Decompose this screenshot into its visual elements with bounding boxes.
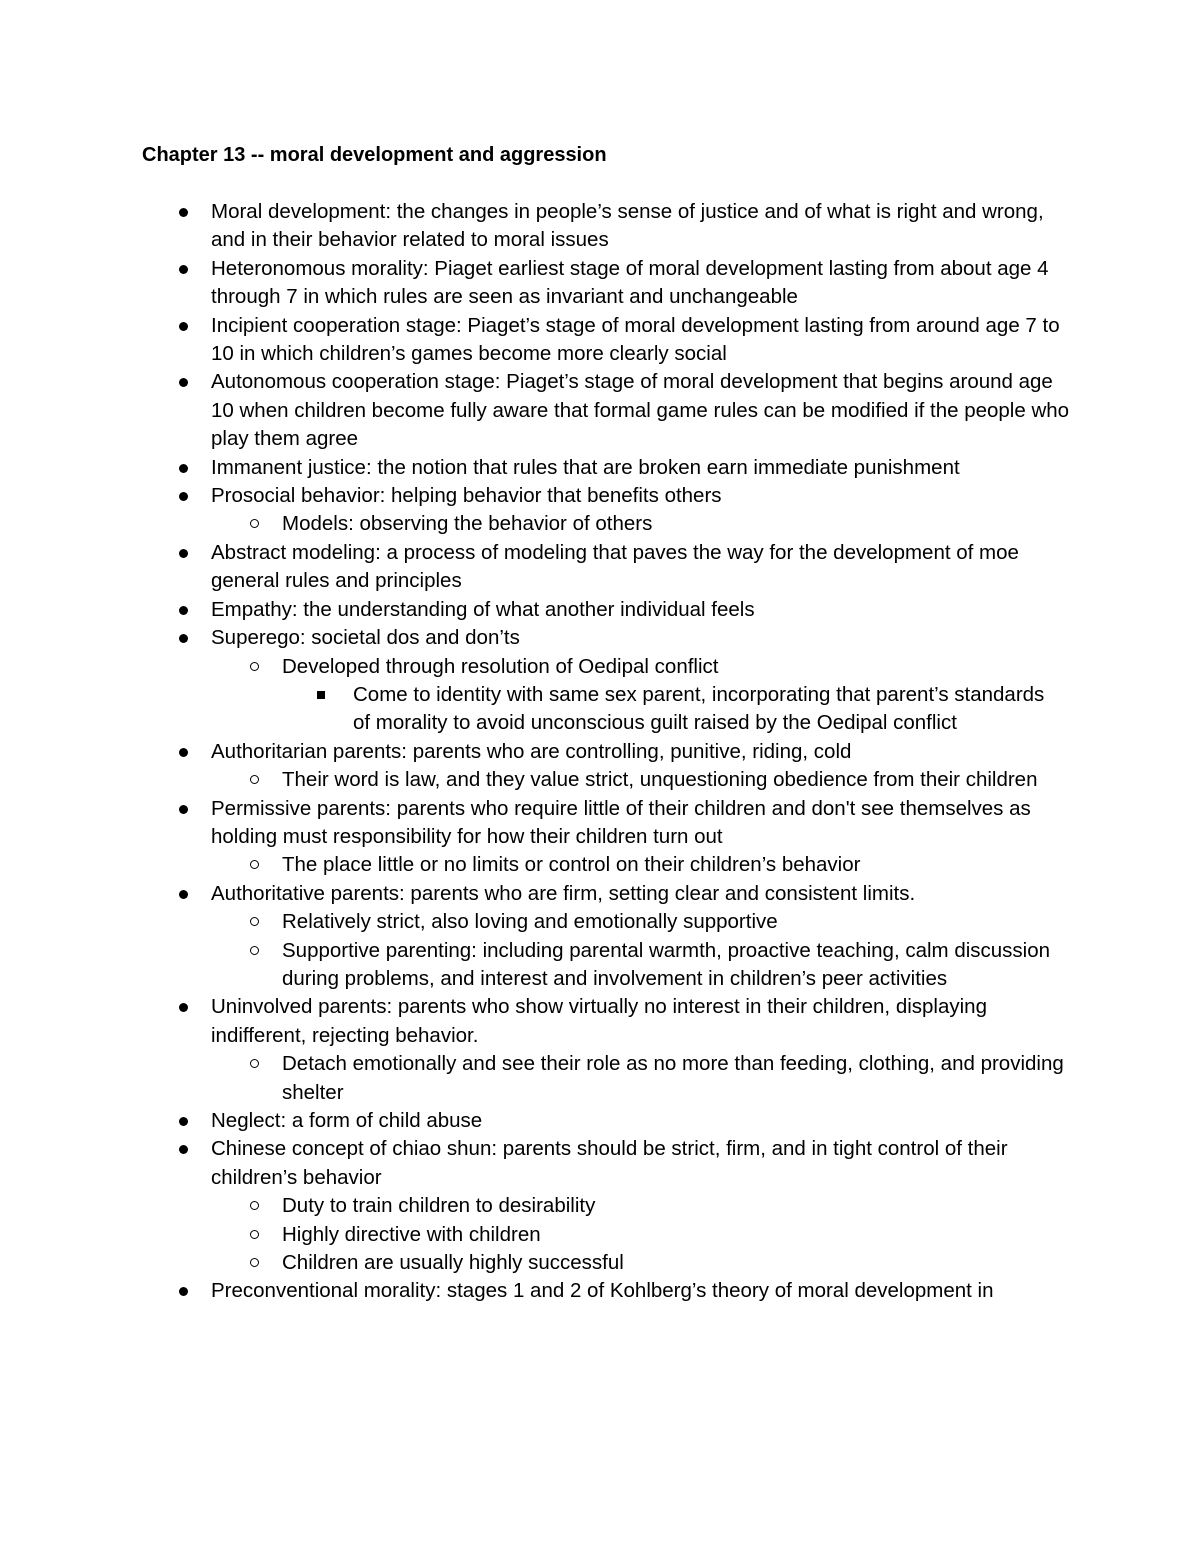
list-item-text: Prosocial behavior: helping behavior that benefits others	[211, 484, 722, 508]
list-item-text: The place little or no limits or control on their children’s behavior	[282, 853, 861, 877]
list-item-text: Come to identity with same sex parent, incorporating that parent’s standards of morality to avoid unconscious guilt raised by the Oedipal conflict	[353, 682, 1045, 735]
list-item-text: Authoritative parents: parents who are firm, setting clear and consistent limits.	[211, 881, 916, 905]
list-item-text: Preconventional morality: stages 1 and 2 of Kohlberg’s theory of moral development in	[211, 1279, 994, 1303]
list-item-text: Developed through resolution of Oedipal conflict	[282, 654, 719, 678]
list-item-text: Moral development: the changes in people’s sense of justice and of what is right and wrong, and in their behavior related to moral issues	[211, 200, 1044, 252]
sub-list-item	[282, 1050, 1071, 1107]
sub-sub-list-item	[353, 681, 1053, 738]
list-item-text: Abstract modeling: a process of modeling that paves the way for the development of moe general rules and principles	[211, 540, 1019, 593]
hollow-circle-bullet-icon	[250, 946, 259, 955]
list-item	[211, 1277, 1071, 1305]
filled-circle-bullet-icon	[179, 606, 188, 615]
list-item	[211, 738, 1071, 766]
list-item	[211, 312, 1071, 369]
bullet-list	[0, 198, 1200, 1306]
list-item-text: Chinese concept of chiao shun: parents should be strict, firm, and in tight control of their children’s behavior	[211, 1137, 1008, 1189]
hollow-circle-bullet-icon	[250, 860, 259, 869]
filled-circle-bullet-icon	[179, 748, 188, 757]
list-item	[211, 255, 1071, 312]
list-item-text: Autonomous cooperation stage: Piaget’s stage of moral development that begins around age 10 when children become fully aware that formal game rules can be modified if the people who play them agree	[211, 370, 1070, 451]
sub-list-item	[282, 1192, 1071, 1220]
list-item-text: Detach emotionally and see their role as no more than feeding, clothing, and providing shelter	[282, 1052, 1064, 1104]
filled-circle-bullet-icon	[179, 492, 188, 501]
page-title: Chapter 13 -- moral development and aggression	[142, 144, 607, 166]
filled-circle-bullet-icon	[179, 322, 188, 331]
list-item	[211, 454, 1071, 482]
list-item-text: Superego: societal dos and don’ts	[211, 626, 520, 650]
sub-list-item	[282, 851, 1071, 879]
list-item-text: Incipient cooperation stage: Piaget’s stage of moral development lasting from around age 7 to 10 in which children’s games become more clearly social	[211, 313, 1060, 366]
sub-list-item	[282, 1221, 1071, 1249]
filled-circle-bullet-icon	[179, 1003, 188, 1012]
list-item-text: Supportive parenting: including parental warmth, proactive teaching, calm discussion during problems, and interest and involvement in children’s peer activities	[282, 938, 1051, 990]
filled-circle-bullet-icon	[179, 1117, 188, 1126]
filled-circle-bullet-icon	[179, 549, 188, 558]
list-item	[211, 482, 1071, 510]
list-item-text: Heteronomous morality: Piaget earliest stage of moral development lasting from about age 4 through 7 in which rules are seen as invariant and unchangeable	[211, 256, 1049, 309]
list-item	[211, 198, 1071, 255]
hollow-circle-bullet-icon	[250, 775, 259, 784]
square-bullet-icon	[317, 691, 325, 699]
filled-circle-bullet-icon	[179, 464, 188, 473]
list-item-text: Models: observing the behavior of others	[282, 512, 653, 536]
filled-circle-bullet-icon	[179, 208, 188, 217]
hollow-circle-bullet-icon	[250, 1230, 259, 1239]
filled-circle-bullet-icon	[179, 1287, 188, 1296]
filled-circle-bullet-icon	[179, 805, 188, 814]
list-item-text: Authoritarian parents: parents who are controlling, punitive, riding, cold	[211, 739, 852, 763]
list-item-text: Highly directive with children	[282, 1222, 541, 1246]
list-item-text: Children are usually highly successful	[282, 1251, 624, 1275]
sub-list-item	[282, 510, 1071, 538]
hollow-circle-bullet-icon	[250, 662, 259, 671]
sub-list-item	[282, 766, 1071, 794]
hollow-circle-bullet-icon	[250, 917, 259, 926]
list-item-text: Uninvolved parents: parents who show virtually no interest in their children, displaying indifferent, rejecting behavior.	[211, 995, 987, 1047]
list-item-text: Permissive parents: parents who require little of their children and don't see themselves as holding must responsibility for how their children turn out	[211, 796, 1031, 848]
sub-list-item	[282, 1249, 1071, 1277]
list-item-text: Their word is law, and they value strict, unquestioning obedience from their children	[282, 768, 1038, 792]
list-item	[211, 539, 1071, 596]
hollow-circle-bullet-icon	[250, 519, 259, 528]
filled-circle-bullet-icon	[179, 265, 188, 274]
list-item-text: Relatively strict, also loving and emotionally supportive	[282, 910, 778, 934]
hollow-circle-bullet-icon	[250, 1201, 259, 1210]
sub-list-item	[282, 908, 1071, 936]
sub-list-item	[282, 653, 1071, 681]
filled-circle-bullet-icon	[179, 378, 188, 387]
hollow-circle-bullet-icon	[250, 1059, 259, 1068]
list-item	[211, 1135, 1071, 1192]
filled-circle-bullet-icon	[179, 890, 188, 899]
filled-circle-bullet-icon	[179, 634, 188, 643]
list-item-text: Duty to train children to desirability	[282, 1194, 596, 1218]
list-item-text: Immanent justice: the notion that rules that are broken earn immediate punishment	[211, 455, 960, 479]
list-item-text: Empathy: the understanding of what another individual feels	[211, 597, 755, 621]
filled-circle-bullet-icon	[179, 1145, 188, 1154]
sub-list-item	[282, 937, 1071, 994]
list-item	[211, 880, 1071, 908]
list-item	[211, 993, 1071, 1050]
list-item	[211, 795, 1071, 852]
hollow-circle-bullet-icon	[250, 1258, 259, 1267]
list-item-text: Neglect: a form of child abuse	[211, 1109, 483, 1132]
list-item	[211, 596, 1071, 624]
list-item	[211, 624, 1071, 652]
list-item	[211, 1107, 1071, 1135]
list-item	[211, 368, 1071, 453]
